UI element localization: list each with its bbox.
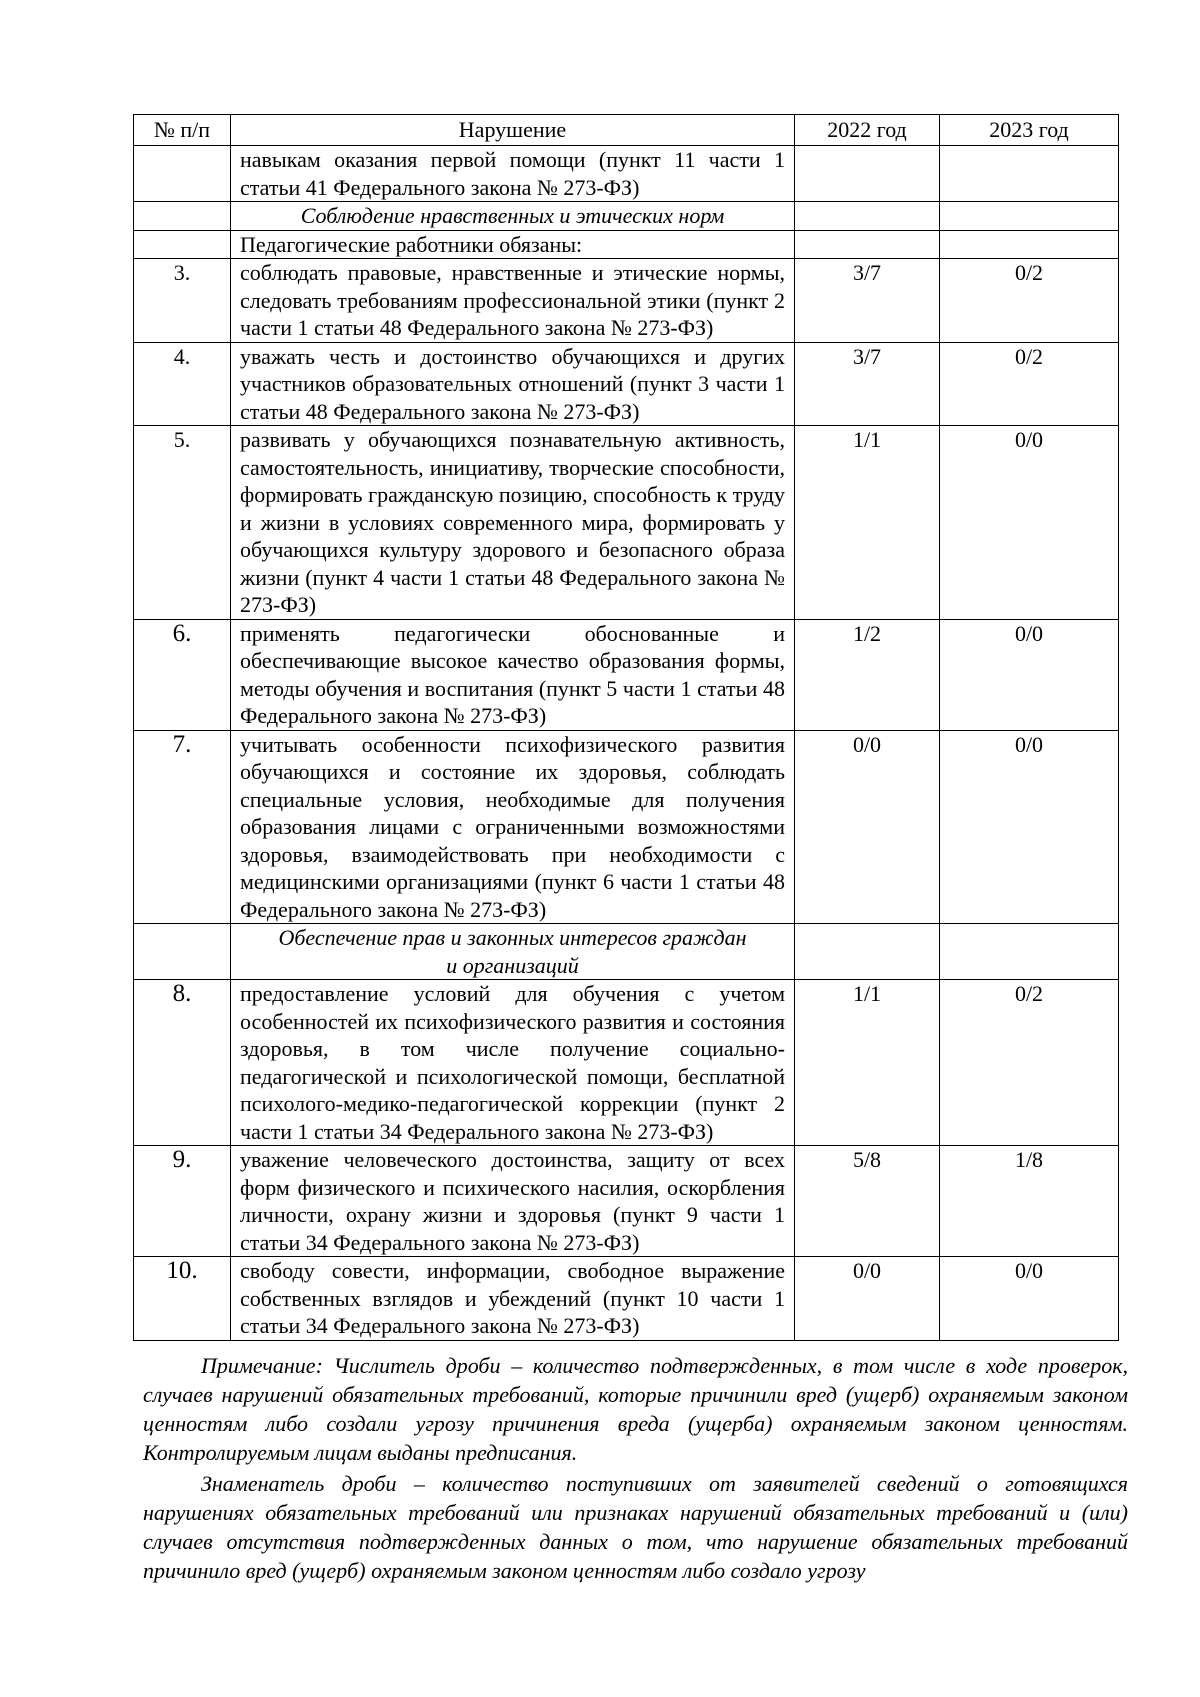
row-2023: 0/2 xyxy=(940,980,1119,1146)
row-violation: соблюдать правовые, нравственные и этические нормы, следовать требованиям профессиональной этики (пункт 2 части 1 статьи 48 Федерального закона № 273-ФЗ) xyxy=(231,259,795,343)
row-2023: 0/0 xyxy=(940,730,1119,924)
row-num xyxy=(134,146,231,202)
row-num: 4. xyxy=(134,342,231,426)
row-num: 10. xyxy=(134,1257,231,1341)
header-2022: 2022 год xyxy=(795,115,940,146)
row-2022: 3/7 xyxy=(795,342,940,426)
note-numerator: Примечание: Числитель дроби – количество подтвержденных, в том числе в ходе проверок, случаев нарушений обязательных требований, которые причинили вред (ущерб) охраняемым законом ценностям либо создали угрозу причинения вреда (ущерба) охраняемым законом ценностям. Контролируемым лицам выданы предписания. xyxy=(143,1353,1128,1465)
row-2022 xyxy=(795,924,940,980)
continuation-text: навыкам оказания первой помощи (пункт 11 части 1 статьи 41 Федерального закона № 273-ФЗ) xyxy=(231,146,795,202)
section-title: Соблюдение нравственных и этических норм xyxy=(231,202,795,231)
row-num: 9. xyxy=(134,1146,231,1257)
header-2023: 2023 год xyxy=(940,115,1119,146)
row-violation: уважение человеческого достоинства, защиту от всех форм физического и психического насилия, оскорбления личности, охрану жизни и здоровья (пункт 9 части 1 статьи 34 Федерального закона № 273-ФЗ) xyxy=(231,1146,795,1257)
row-2023: 0/2 xyxy=(940,342,1119,426)
row-violation: развивать у обучающихся познавательную активность, самостоятельность, инициативу, творческие способности, формировать гражданскую позицию, способность к труду и жизни в условиях современного мира, формировать у обучающихся культуру здорового и безопасного образа жизни (пункт 4 части 1 статьи 48 Федерального закона № 273-ФЗ) xyxy=(231,426,795,620)
intro-text: Педагогические работники обязаны: xyxy=(231,230,795,259)
row-num xyxy=(134,230,231,259)
table-row xyxy=(134,980,1119,1146)
section-row xyxy=(134,924,1119,980)
row-2023: 1/8 xyxy=(940,1146,1119,1257)
section-title: Обеспечение прав и законных интересов граждан и организаций xyxy=(231,924,795,980)
row-2022: 1/1 xyxy=(795,426,940,620)
table-header-row xyxy=(134,115,1119,146)
row-2022: 3/7 xyxy=(795,259,940,343)
row-2023: 0/0 xyxy=(940,1257,1119,1341)
row-num xyxy=(134,924,231,980)
table-row xyxy=(134,426,1119,620)
row-2022: 1/2 xyxy=(795,619,940,730)
row-violation: уважать честь и достоинство обучающихся и других участников образовательных отношений (пункт 3 части 1 статьи 48 Федерального закона № 273-ФЗ) xyxy=(231,342,795,426)
section-row xyxy=(134,202,1119,231)
violations-table xyxy=(133,114,1119,1341)
row-2022 xyxy=(795,230,940,259)
row-num: 8. xyxy=(134,980,231,1146)
row-2022 xyxy=(795,202,940,231)
row-2022 xyxy=(795,146,940,202)
intro-row xyxy=(134,230,1119,259)
row-2023 xyxy=(940,924,1119,980)
table-row xyxy=(134,146,1119,202)
header-violation: Нарушение xyxy=(231,115,795,146)
row-2023 xyxy=(940,146,1119,202)
row-violation: свободу совести, информации, свободное выражение собственных взглядов и убеждений (пункт 10 части 1 статьи 34 Федерального закона № 273-ФЗ) xyxy=(231,1257,795,1341)
table-row xyxy=(134,259,1119,343)
row-violation: предоставление условий для обучения с учетом особенностей их психофизического развития и состояния здоровья, в том числе получение социально-педагогической и психологической помощи, бесплатной психолого-медико-педагогической коррекции (пункт 2 части 1 статьи 34 Федерального закона № 273-ФЗ) xyxy=(231,980,795,1146)
row-2022: 0/0 xyxy=(795,730,940,924)
row-num: 7. xyxy=(134,730,231,924)
table-row xyxy=(134,730,1119,924)
row-2022: 5/8 xyxy=(795,1146,940,1257)
table-row xyxy=(134,342,1119,426)
table-row xyxy=(134,619,1119,730)
row-2023: 0/2 xyxy=(940,259,1119,343)
row-2023: 0/0 xyxy=(940,426,1119,620)
row-num xyxy=(134,202,231,231)
row-2022: 1/1 xyxy=(795,980,940,1146)
row-2023: 0/0 xyxy=(940,619,1119,730)
row-2022: 0/0 xyxy=(795,1257,940,1341)
row-2023 xyxy=(940,230,1119,259)
table-row xyxy=(134,1146,1119,1257)
row-num: 5. xyxy=(134,426,231,620)
row-violation: учитывать особенности психофизического развития обучающихся и состояние их здоровья, соблюдать специальные условия, необходимые для получения образования лицами с ограниченными возможностями здоровья, взаимодействовать при необходимости с медицинскими организациями (пункт 6 части 1 статьи 48 Федерального закона № 273-ФЗ) xyxy=(231,730,795,924)
row-num: 6. xyxy=(134,619,231,730)
row-violation: применять педагогически обоснованные и обеспечивающие высокое качество образования формы, методы обучения и воспитания (пункт 5 части 1 статьи 48 Федерального закона № 273-ФЗ) xyxy=(231,619,795,730)
row-2023 xyxy=(940,202,1119,231)
note-denominator: Знаменатель дроби – количество поступивших от заявителей сведений о готовящихся нарушениях обязательных требований или признаках нарушений обязательных требований и (или) случаев отсутствия подтвержденных данных о том, что нарушение обязательных требований причинило вред (ущерб) охраняемым законом ценностям либо создало угрозу xyxy=(143,1471,1128,1583)
row-num: 3. xyxy=(134,259,231,343)
notes-block xyxy=(143,1351,1128,1587)
table-row xyxy=(134,1257,1119,1341)
header-num: № п/п xyxy=(134,115,231,146)
